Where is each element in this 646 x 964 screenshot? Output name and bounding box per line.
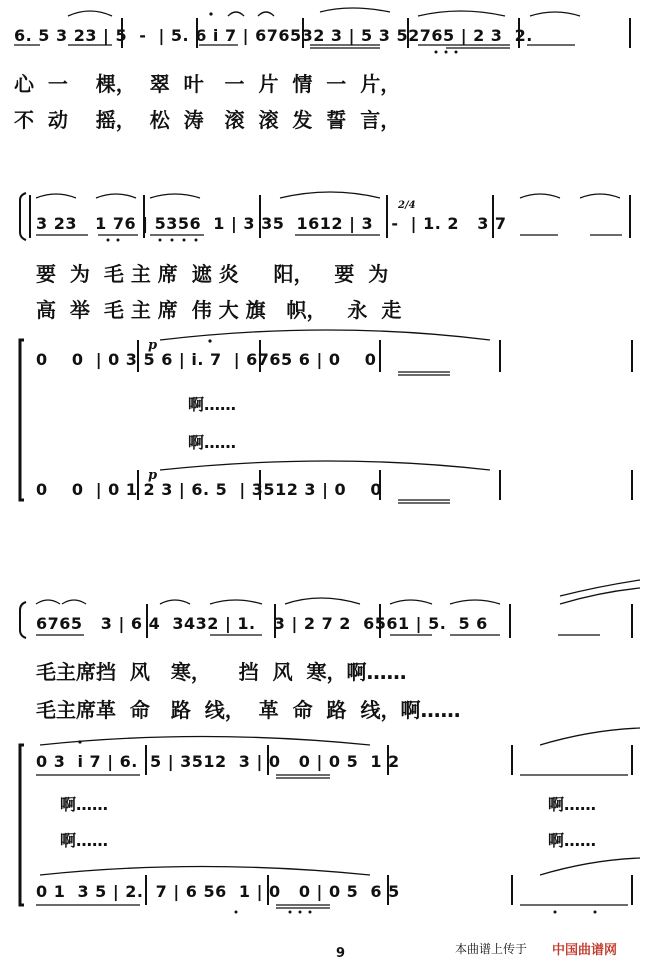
system2-lyrics-verse2: 高 举 毛 主 席 伟 大 旗 帜， 永 走 (36, 298, 402, 322)
system3-lyrics-verse1: 毛主席挡 风 寒， 挡 风 寒，啊…… (36, 660, 407, 684)
system2-ah-line2: 啊…… (188, 433, 237, 452)
system3-upper-accompaniment-notes: 0 3 i 7 | 6. 5 | 3512 3 | 0 0 | 0 5 1 2 (36, 752, 400, 771)
page-number: 9 (336, 946, 346, 961)
system3-ah-right-line1: 啊…… (548, 795, 597, 814)
system2-lower-accompaniment-notes: 0 0 | 0 1 2 3 | 6. 5 | 3512 3 | 0 0 (36, 480, 383, 499)
dynamic-piano-marking-lower: p (148, 468, 158, 483)
system2-ah-line1: 啊…… (188, 395, 237, 414)
system2-voice-notes: 3 23 1 76 | 5356 1 | 3 35 1612 | 3 - | 1. 2 3 7 (36, 214, 507, 233)
system3-voice-notes: 6765 3 | 6 4 3432 | 1. 3 | 2 7 2 6561 | 5. 5 6 (36, 614, 488, 633)
system1-lyrics-verse2: 不 动 摇， 松 涛 滚 滚 发 誓 言， (14, 108, 401, 132)
system1-lyrics-verse1: 心 一 棵， 翠 叶 一 片 情 一 片， (14, 72, 401, 96)
system1-notes: 6. 5 3 23 | 5 - | 5. 6 i 7 | 676532 3 | 5 3 52765 | 2 3 2. (14, 26, 533, 45)
system3-ah-left-line2: 啊…… (60, 831, 109, 850)
system2-upper-accompaniment-notes: 0 0 | 0 3 5 6 | i. 7 | 6765 6 | 0 0 (36, 350, 377, 369)
system3-lyrics-verse2: 毛主席革 命 路 线， 革 命 路 线，啊…… (36, 698, 461, 722)
site-logo: 中国曲谱网 (552, 943, 618, 958)
dynamic-piano-marking: p (148, 338, 158, 353)
system3-ah-right-line2: 啊…… (548, 831, 597, 850)
system2-time-signature: 2/4 (398, 200, 416, 211)
system2-lyrics-verse1: 要 为 毛 主 席 遮 炎 阳， 要 为 (36, 262, 389, 286)
upload-credit-text: 本曲谱上传于 (455, 942, 528, 956)
system3-lower-accompaniment-notes: 0 1 3 5 | 2. 7 | 6 56 1 | 0 0 | 0 5 6 5 (36, 882, 400, 901)
system3-ah-left-line1: 啊…… (60, 795, 109, 814)
